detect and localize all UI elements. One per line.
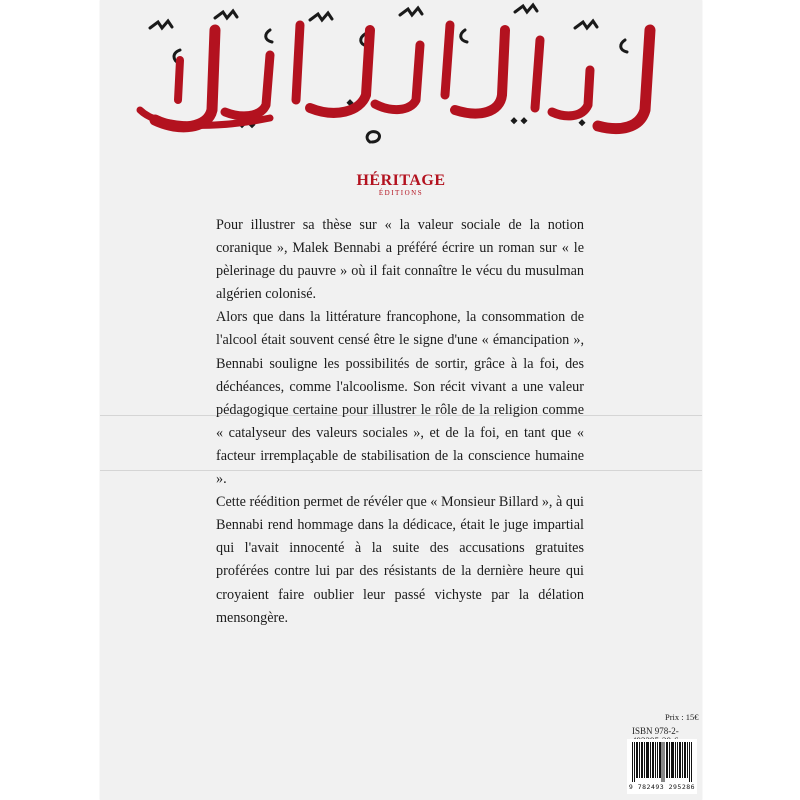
arabic-calligraphy-title	[120, 0, 680, 160]
barcode-number: 9 782493 295286	[628, 783, 696, 791]
barcode	[627, 739, 697, 794]
blurb-paragraph: Cette réédition permet de révéler que « Monsieur Billard », à qui Bennabi rend hommage dans la dédicace, était le juge impartial qui l'avait innocenté à la suite des accusations gratuites proférées contre lui par des résistants de la dernière heure qui croyaient faire oublier leur passé vichyste par la délation mensongère.	[216, 494, 584, 626]
price-label: Prix : 15€	[665, 712, 699, 722]
blurb-paragraph: Alors que dans la littérature francophone, la consommation de l'alcool était souvent censé être le signe d'une « émancipation », Bennabi souligne les possibilités de sortir, grâce à la foi, des déchéances, comme l'alcoolisme. Son récit vivant a une valeur pédagogique certaine pour illustrer le rôle de la religion comme « catalyseur des valeurs sociales », et de la foi, en tant que « facteur irremplaçable de stabilisation de la conscience humaine ».	[216, 309, 584, 488]
barcode-bars	[631, 742, 693, 782]
isbn-label: ISBN 978-2-	[632, 726, 679, 736]
blurb-paragraph: Pour illustrer sa thèse sur « la valeur sociale de la notion coranique », Malek Bennabi a préféré écrire un roman sur « le pèlerinage du pauvre » où il fait connaître le vécu du musulman algérien colonisé.	[216, 217, 584, 303]
publisher-subtitle: ÉDITIONS	[378, 189, 424, 197]
publisher-name: HÉRITAGE	[356, 172, 446, 189]
book-back-cover	[100, 0, 702, 800]
calligraphy-text: لبيك اللهم لبيك	[396, 150, 404, 151]
back-cover-blurb	[216, 214, 584, 630]
publisher-logo	[100, 173, 702, 198]
